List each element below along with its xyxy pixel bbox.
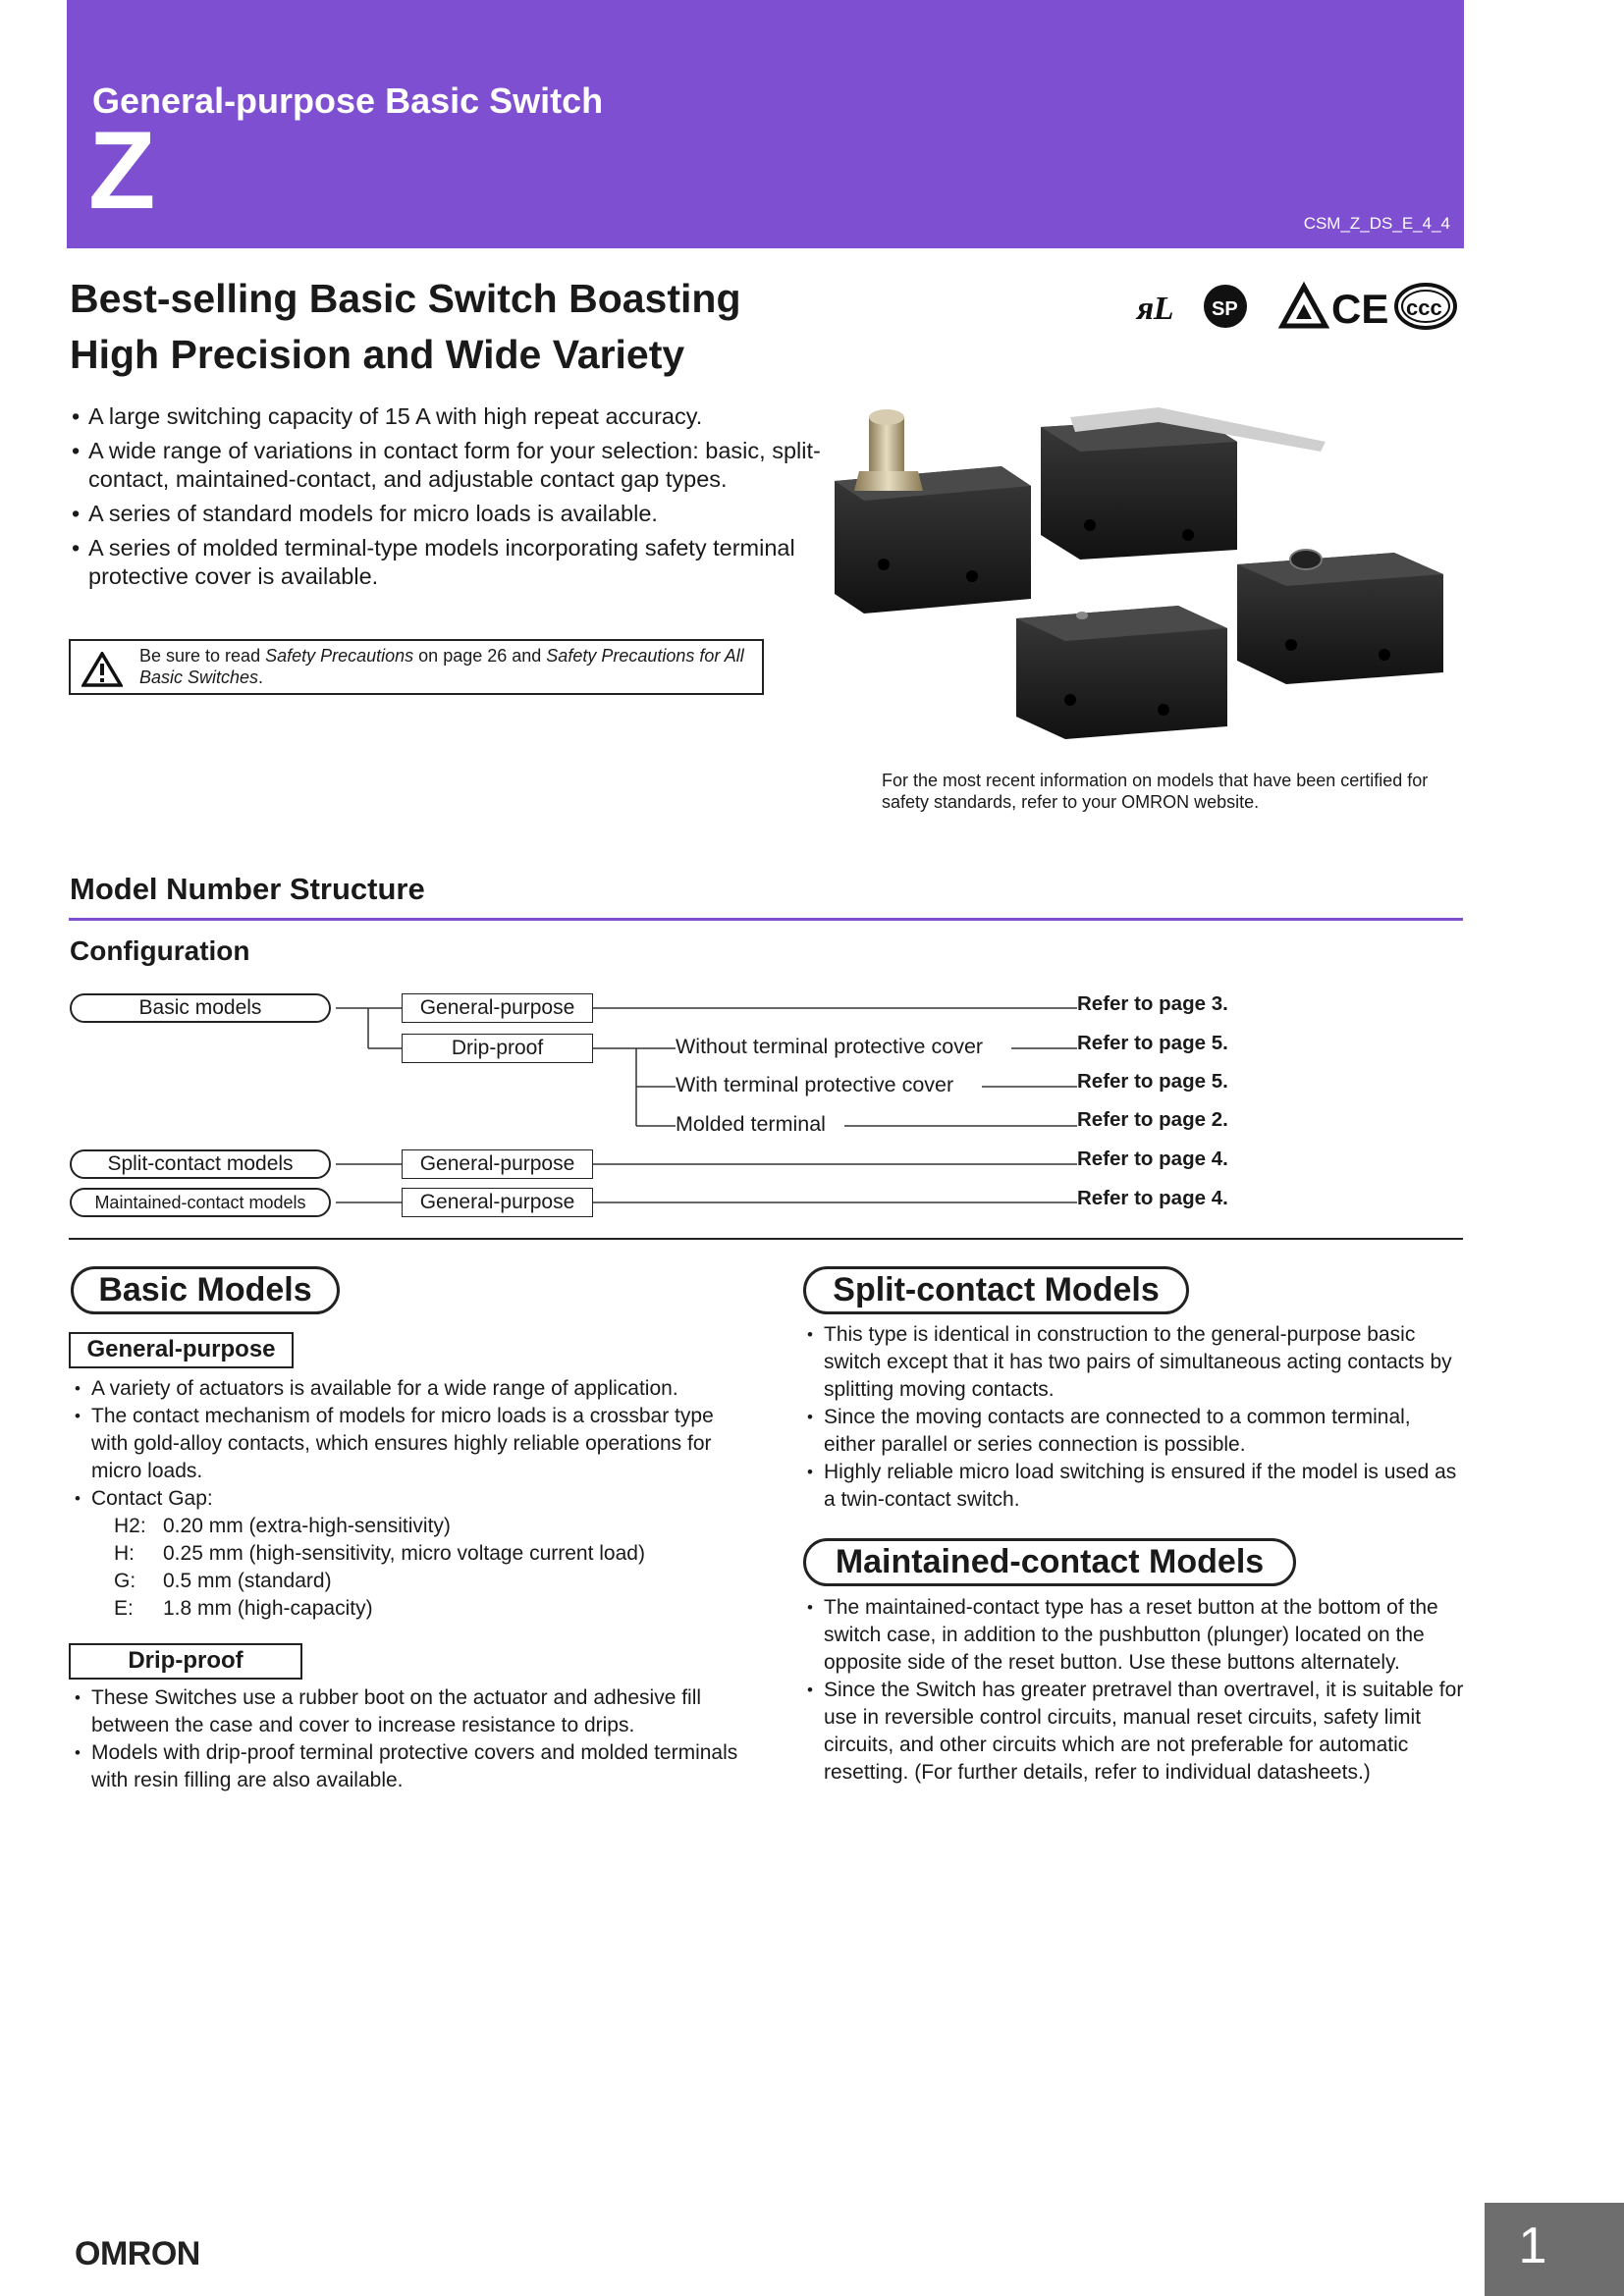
feature-list [72, 402, 828, 597]
omron-logo: OMRON [75, 2235, 200, 2272]
ccc-mark-icon [1396, 285, 1455, 328]
ce-mark-icon [1331, 286, 1388, 331]
drip-proof-box: Drip-proof [402, 1034, 593, 1063]
list-item: • These Switches use a rubber boot on the actuator and adhesive fill between the case and cover to increase resistance to drips. [75, 1684, 742, 1739]
switch-pin-plunger-image [1016, 606, 1227, 739]
tuv-triangle-icon [1282, 287, 1326, 326]
warning-text-part: on page 26 and [413, 646, 547, 666]
basic-general-purpose-box: General-purpose [402, 993, 593, 1023]
list-item: • The maintained-contact type has a reset button at the bottom of the switch case, in addition to the pushbutton (plunger) located on the opposite side of the reset button. Use these buttons alternately. [807, 1594, 1467, 1677]
split-contact-list [807, 1321, 1467, 1514]
page-number-box [1485, 2203, 1624, 2296]
list-item: • Highly reliable micro load switching is ensured if the model is used as a twin-contact switch. [807, 1459, 1467, 1514]
gap-key: E: [114, 1597, 134, 1620]
drip-proof-list [75, 1684, 742, 1794]
split-contact-models-pill: Split-contact models [70, 1149, 331, 1179]
feature-item: • A series of standard models for micro loads is available. [72, 500, 828, 528]
ref-page-link[interactable]: Refer to page 5. [1077, 1070, 1228, 1093]
divider [69, 1238, 1463, 1240]
list-item: • The contact mechanism of models for micro loads is a crossbar type with gold-alloy contacts, which ensures highly reliable operations for micro loads. [75, 1403, 742, 1485]
photo-caption: For the most recent information on models that have been certified for safety standards, refer to your OMRON website. [882, 771, 1429, 812]
maintained-contact-models-pill: Maintained-contact models [70, 1188, 331, 1217]
contact-gap-row [75, 1595, 742, 1623]
ref-page-link[interactable]: Refer to page 5. [1077, 1032, 1228, 1054]
page-number: 1 [1518, 2217, 1547, 2274]
product-photo [825, 388, 1465, 751]
warning-triangle-icon [81, 652, 123, 687]
with-cover-label: With terminal protective cover [676, 1073, 957, 1097]
maintained-general-purpose-box: General-purpose [402, 1188, 593, 1217]
feature-item: • A large switching capacity of 15 A with high repeat accuracy. [72, 402, 828, 431]
switch-short-plunger-image [1237, 550, 1443, 684]
headline-line-2: High Precision and Wide Variety [70, 332, 685, 377]
safety-warning-box [69, 639, 764, 695]
ref-page-link[interactable]: Refer to page 2. [1077, 1108, 1228, 1131]
list-item: • Contact Gap: [75, 1485, 742, 1513]
header-banner [67, 0, 1464, 248]
feature-item: • A series of molded terminal-type models incorporating safety terminal protective cover is available. [72, 534, 828, 591]
ref-page-link[interactable]: Refer to page 4. [1077, 1187, 1228, 1209]
switch-hinge-lever-image [1041, 407, 1326, 560]
switch-panel-plunger-image [835, 409, 1031, 614]
document-code: CSM_Z_DS_E_4_4 [1303, 214, 1450, 233]
list-item: • Since the Switch has greater pretravel than overtravel, it is suitable for use in reversible control circuits, manual reset circuits, safety limit circuits, and other circuits which are not preferable for automatic resetting. (For further details, refer to individual datasheets.) [807, 1677, 1467, 1787]
basic-models-pill: Basic models [70, 993, 331, 1023]
certification-logos [1135, 280, 1459, 331]
svg-text:ccc: ccc [1406, 295, 1442, 320]
warning-text-part: . [258, 667, 264, 687]
list-item: • Since the moving contacts are connected to a common terminal, either parallel or series connection is possible. [807, 1404, 1467, 1459]
gap-value: 0.5 mm (standard) [163, 1570, 332, 1592]
gap-value: 0.25 mm (high-sensitivity, micro voltage current load) [163, 1542, 645, 1565]
svg-text:SP: SP [1212, 298, 1238, 320]
gap-key: H2: [114, 1515, 146, 1537]
basic-models-heading: Basic Models [71, 1266, 340, 1314]
general-purpose-list [75, 1375, 742, 1623]
list-item: • A variety of actuators is available for a wide range of application. [75, 1375, 742, 1403]
drip-proof-subheading: Drip-proof [69, 1643, 302, 1680]
model-letter: Z [88, 109, 156, 232]
section-title: Model Number Structure [70, 872, 425, 906]
contact-gap-row [75, 1568, 742, 1595]
csa-mark-icon [1204, 285, 1247, 328]
maintained-contact-models-heading: Maintained-contact Models [803, 1538, 1296, 1586]
ul-mark-icon [1135, 291, 1174, 327]
headline-line-1: Best-selling Basic Switch Boasting [70, 276, 741, 321]
gap-value: 1.8 mm (high-capacity) [163, 1597, 373, 1620]
warning-text-part: Be sure to read [139, 646, 266, 666]
maintained-contact-list [807, 1594, 1467, 1787]
svg-text:CE: CE [1331, 286, 1389, 331]
gap-key: H: [114, 1542, 135, 1565]
warning-link-all-basic-switches: Safety Precautions for All Basic Switches [139, 646, 744, 687]
warning-text [139, 645, 758, 688]
gap-value: 0.20 mm (extra-high-sensitivity) [163, 1515, 451, 1537]
general-purpose-subheading: General-purpose [69, 1332, 294, 1368]
list-item: • Models with drip-proof terminal protective covers and molded terminals with resin filling are also available. [75, 1739, 742, 1794]
configuration-title: Configuration [70, 935, 250, 966]
split-general-purpose-box: General-purpose [402, 1149, 593, 1179]
warning-link-safety-precautions: Safety Precautions [265, 646, 414, 666]
contact-gap-row [75, 1513, 742, 1540]
split-contact-models-heading: Split-contact Models [803, 1266, 1189, 1314]
gap-key: G: [114, 1570, 136, 1592]
list-item: • This type is identical in construction to the general-purpose basic switch except that it has two pairs of simultaneous acting contacts by splitting moving contacts. [807, 1321, 1467, 1404]
product-subtitle: General-purpose Basic Switch [92, 80, 604, 121]
without-cover-label: Without terminal protective cover [676, 1035, 987, 1059]
contact-gap-row [75, 1540, 742, 1568]
svg-text:ᴙL: ᴙL [1137, 291, 1174, 327]
feature-item: • A wide range of variations in contact form for your selection: basic, split-contact, maintained-contact, and adjustable contact gap types. [72, 437, 828, 494]
molded-terminal-label: Molded terminal [676, 1112, 830, 1137]
section-divider [69, 918, 1463, 921]
headline [70, 271, 836, 383]
ref-page-link[interactable]: Refer to page 4. [1077, 1148, 1228, 1170]
ref-page-link[interactable]: Refer to page 3. [1077, 992, 1228, 1015]
